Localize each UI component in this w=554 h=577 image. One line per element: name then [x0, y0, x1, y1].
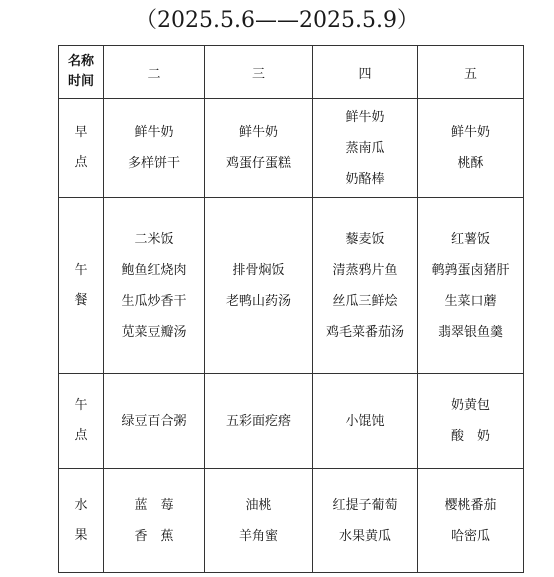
menu-item: 鸡蛋仔蛋糕 — [225, 156, 291, 171]
header-row — [59, 46, 524, 99]
menu-item: 生菜口蘑 — [444, 293, 497, 309]
menu-item: 蓝 莓 — [134, 497, 174, 513]
day-header-thu: 四 — [313, 46, 418, 99]
menu-item: 小馄饨 — [345, 413, 385, 429]
menu-item: 藜麦饭 — [345, 231, 385, 247]
menu-item: 鹌鹑蛋卤猪肝 — [431, 262, 510, 278]
row-label-breakfast: 早 点 — [59, 99, 104, 198]
menu-item: 水果黄瓜 — [338, 528, 391, 544]
menu-cell — [205, 469, 313, 573]
page-title: （2025.5.6——2025.5.9） — [135, 8, 419, 33]
menu-item: 五彩面疙瘩 — [225, 413, 291, 429]
corner-label-time: 时间 — [67, 74, 94, 89]
menu-item: 二米饭 — [134, 231, 174, 247]
menu-item: 香 蕉 — [134, 528, 174, 544]
row-label-afternoon-snack: 午 点 — [59, 374, 104, 469]
menu-item: 老鸭山药汤 — [225, 293, 291, 309]
corner-label-name: 名称 — [67, 54, 94, 69]
table-row-afternoon-snack — [59, 374, 524, 469]
menu-cell — [104, 469, 205, 573]
menu-item: 鲜牛奶 — [134, 125, 174, 140]
menu-cell — [104, 374, 205, 469]
menu-item: 丝瓜三鲜烩 — [332, 293, 398, 309]
menu-item: 清蒸鸦片鱼 — [332, 262, 398, 278]
menu-item: 鲜牛奶 — [238, 125, 278, 140]
corner-header-cell — [59, 46, 104, 99]
menu-item: 桃酥 — [457, 156, 484, 171]
table-row-lunch — [59, 198, 524, 374]
row-label-fruit: 水 果 — [59, 469, 104, 573]
menu-item: 哈密瓜 — [450, 528, 490, 544]
table-row-breakfast — [59, 99, 524, 198]
menu-cell — [418, 198, 524, 374]
menu-item: 鲜牛奶 — [345, 109, 385, 125]
menu-item: 多样饼干 — [127, 156, 180, 171]
menu-item: 绿豆百合粥 — [121, 413, 187, 429]
day-header-tue: 二 — [104, 46, 205, 99]
row-label-lunch: 午 餐 — [59, 198, 104, 374]
menu-cell — [313, 374, 418, 469]
menu-cell — [418, 374, 524, 469]
menu-item: 翡翠银鱼羹 — [437, 324, 503, 340]
menu-cell — [313, 99, 418, 198]
menu-cell — [313, 198, 418, 374]
menu-item: 红提子葡萄 — [332, 497, 398, 513]
menu-cell — [205, 374, 313, 469]
menu-cell — [418, 469, 524, 573]
menu-item: 奶黄包 — [450, 398, 490, 413]
menu-item: 蒸南瓜 — [345, 140, 385, 156]
menu-cell — [418, 99, 524, 198]
menu-cell — [205, 198, 313, 374]
day-header-fri: 五 — [418, 46, 524, 99]
menu-cell — [104, 198, 205, 374]
menu-item: 酸 奶 — [450, 429, 490, 444]
menu-cell — [313, 469, 418, 573]
menu-item: 羊角蜜 — [238, 528, 278, 544]
day-header-wed: 三 — [205, 46, 313, 99]
menu-item: 苋菜豆瓣汤 — [121, 324, 187, 340]
menu-item: 鲜牛奶 — [450, 125, 490, 140]
menu-item: 油桃 — [245, 497, 272, 513]
menu-cell — [205, 99, 313, 198]
weekly-menu-table — [58, 45, 524, 573]
menu-item: 红薯饭 — [450, 231, 490, 247]
menu-item: 生瓜炒香干 — [121, 293, 187, 309]
menu-cell — [104, 99, 205, 198]
menu-item: 奶酪棒 — [345, 171, 385, 187]
table-row-fruit — [59, 469, 524, 573]
menu-item: 樱桃番茄 — [444, 497, 497, 513]
menu-item: 鸡毛菜番茄汤 — [325, 324, 404, 340]
menu-item: 鲍鱼红烧肉 — [121, 262, 187, 278]
menu-item: 排骨焖饭 — [232, 262, 285, 278]
